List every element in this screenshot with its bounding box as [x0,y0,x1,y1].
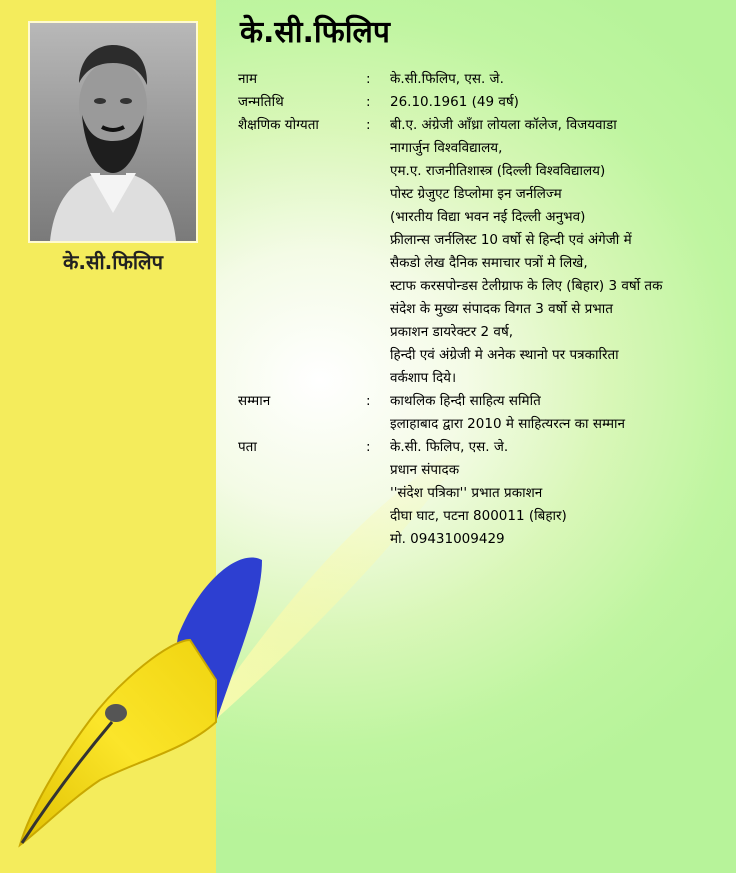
field-row [238,436,728,551]
field-row [238,114,728,390]
field-value [390,91,728,114]
field-value-line: प्रधान संपादक [390,462,460,478]
field-value [390,114,728,390]
nib-breather-hole [105,704,127,722]
field-value-line: के.सी. फिलिप, एस. जे. [390,439,509,455]
field-value-line: काथलिक हिन्दी साहित्य समिति [390,393,541,409]
field-value-line: नागार्जुन विश्वविद्यालय, [390,140,503,156]
field-separator: : [366,393,371,409]
field-value-line: ''संदेश पत्रिका'' प्रभात प्रकाशन [390,485,543,501]
field-value-line: फ्रीलान्स जर्नलिस्ट 10 वर्षो से हिन्दी एवं अंगेजी में [390,232,632,248]
field-value-line: मो. 09431009429 [390,531,505,547]
field-value-line: 26.10.1961 (49 वर्ष) [390,94,519,110]
photo-caption: के.सी.फिलिप [63,250,163,274]
field-value [390,390,728,436]
pen-nib [20,640,216,845]
field-value-line: के.सी.फिलिप, एस. जे. [390,71,504,87]
field-value-line: पोस्ट ग्रेजुएट डिप्लोमा इन जर्नलिज्म [390,186,562,202]
field-value-line: इलाहाबाद द्वारा 2010 मे साहित्यरत्न का सम्मान [390,416,626,432]
field-value-line: (भारतीय विद्या भवन नई दिल्ली अनुभव) [390,209,586,225]
field-value-line: वर्कशाप दिये। [390,370,457,386]
field-label: पता [238,439,257,455]
field-value-line: एम.ए. राजनीतिशास्त्र (दिल्ली विश्वविद्यालय) [390,163,606,179]
field-label: नाम [238,71,258,87]
field-separator: : [366,117,371,133]
field-separator: : [366,439,371,455]
field-value-line: हिन्दी एवं अंग्रेजी मे अनेक स्थानो पर पत्रकारिता [390,347,619,363]
field-row [238,390,728,436]
field-label: शैक्षणिक योग्यता [238,117,319,133]
field-value-line: संदेश के मुख्य संपादक विगत 3 वर्षो से प्रभात [390,301,613,317]
field-row [238,68,728,91]
field-separator: : [366,94,371,110]
field-value [390,68,728,91]
field-separator: : [366,71,371,87]
field-value-line: प्रकाशन डायरेक्टर 2 वर्ष, [390,324,514,340]
field-value-line: स्टाफ करसपोन्डस टेलीग्राफ के लिए (बिहार) 3 वर्षो तक [390,278,663,294]
field-row [238,91,728,114]
field-value-line: सैकडो लेख दैनिक समाचार पत्रों मे लिखे, [390,255,588,271]
page-title: के.सी.फिलिप [240,15,390,50]
field-label: जन्मतिथि [238,94,284,110]
field-value-line: दीघा घाट, पटना 800011 (बिहार) [390,508,567,524]
field-value [390,436,728,551]
field-value-line: बी.ए. अंग्रेजी आँध्रा लोयला कॉलेज, विजयवाडा [390,117,617,133]
field-label: सम्मान [238,393,271,409]
biodata-details [238,68,728,551]
